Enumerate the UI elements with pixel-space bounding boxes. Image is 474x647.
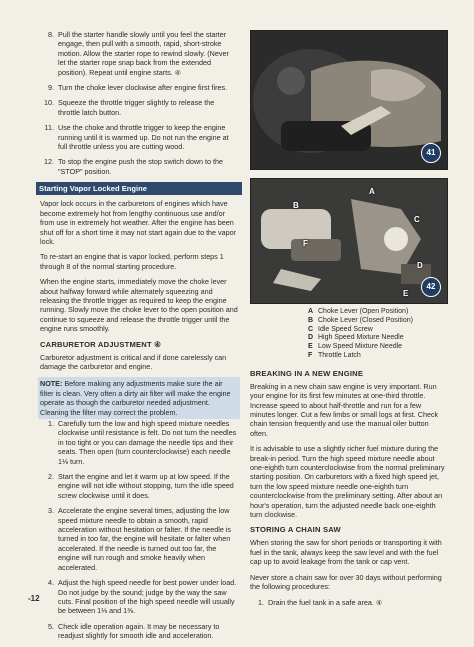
legend-key: F	[308, 351, 313, 359]
step-text: Use the choke and throttle trigger to keep the engine running until it is warmed up. Do not run the engine at full throttle unless you are cutting wood.	[58, 123, 229, 152]
fig2-letter-c: C	[414, 215, 420, 224]
figure-42-badge: 42	[421, 277, 441, 297]
legend-text: Choke Lever (Open Position)	[318, 308, 409, 315]
breaking-in-section	[250, 382, 446, 520]
breaking-in-paragraph: Breaking in a new chain saw engine is very important. Run your engine for its first few minutes at one-third throttle. Increase speed to about half-throttle and run for a few minutes longer. Cut a few limbs or small logs at first. Check chain tension frequently and use the manual oiler button often.	[250, 381, 439, 438]
legend-row	[308, 308, 446, 317]
fig2-letter-e: E	[403, 289, 409, 298]
carburetor-step	[40, 578, 238, 616]
carburetor-step	[40, 472, 238, 500]
step-text: Start the engine and let it warm up at low speed. If the engine will not idle without stopping, turn the idle speed screw clockwise until it does.	[58, 472, 234, 500]
left-column	[40, 30, 238, 647]
legend-text: Low Speed Mixture Needle	[318, 343, 403, 351]
storing-steps	[250, 598, 446, 607]
carburetor-heading: CARBURETOR ADJUSTMENT ④	[40, 339, 162, 349]
carburetor-step	[40, 622, 238, 641]
step-number: 2.	[48, 472, 54, 482]
step-text: Drain the fuel tank in a safe area. ④	[268, 597, 383, 607]
breaking-in-heading: BREAKING IN A NEW ENGINE	[250, 368, 364, 378]
starting-step	[40, 123, 238, 151]
step-number: 3.	[48, 506, 54, 516]
carburetor-step	[40, 506, 238, 572]
right-column	[250, 30, 446, 613]
step-number: 9.	[48, 83, 54, 93]
legend-row	[308, 343, 446, 352]
vapor-lock-paragraph: To re-start an engine that is vapor locked, perform steps 1 through 8 of the normal starting procedure.	[40, 252, 224, 271]
storing-heading: STORING A CHAIN SAW	[250, 525, 341, 535]
figure-41-badge: 41	[421, 143, 441, 163]
storing-section	[250, 538, 446, 591]
step-number: 10.	[44, 98, 54, 108]
figure-legend	[308, 308, 446, 361]
vapor-lock-paragraph: Vapor lock occurs in the carburetors of engines which have become extremely hot from lengthy continuous use and/or from use in extremely hot weather. After the engine has been shut off for a short time it may not start again due to the vapor lock.	[40, 199, 237, 246]
figure-42-photo	[250, 178, 448, 304]
storing-paragraph: When storing the saw for short periods or transporting it with fuel in the tank, always keep the saw level and with the fuel cap up to avoid leakage from the tank or cap vent.	[250, 538, 442, 567]
legend-key: C	[308, 325, 314, 333]
legend-key: E	[308, 343, 313, 351]
legend-row	[308, 326, 446, 335]
legend-key: D	[308, 334, 314, 342]
note-text: Before making any adjustments make sure the air filter is clean. Very often a dirty air filter will make the engine operate as though the carburetor needed adjustment. Cleaning the filter may correct the problem.	[40, 379, 231, 417]
step-number: 8.	[48, 30, 54, 39]
step-text: Carefully turn the low and high speed mixture needles clockwise until resistance is felt. Do not turn the needles in too tight or you can damage the needle tips and their seats. Then open (turn counterclockwise) each needle 1⅛ turn.	[58, 419, 237, 466]
step-text: Squeeze the throttle trigger slightly to release the throttle latch button.	[58, 98, 215, 117]
legend-row	[308, 352, 446, 361]
legend-key: A	[308, 308, 314, 315]
carburetor-note	[38, 377, 240, 419]
fig2-letter-f: F	[303, 239, 308, 248]
legend-key: B	[308, 316, 314, 324]
vapor-lock-heading: Starting Vapor Locked Engine	[36, 182, 242, 195]
step-number: 1.	[258, 597, 264, 607]
vapor-lock-section	[40, 199, 238, 333]
legend-row	[308, 317, 446, 326]
starting-step	[40, 83, 238, 92]
fig2-letter-a: A	[369, 187, 375, 196]
vapor-lock-paragraph: When the engine starts, immediately move the choke lever about halfway forward while alternately squeezing and releasing the throttle trigger as required to keep the engine running. Slowly move the choke lever to the open position and continue to squeeze and release the throttle trigger until the engine runs smoothly.	[40, 277, 238, 334]
step-text: Turn the choke lever clockwise after engine first fires.	[58, 83, 228, 93]
starting-steps	[40, 30, 238, 176]
chainsaw-hand-illustration	[251, 31, 447, 169]
legend-row	[308, 334, 446, 343]
carburetor-illustration	[251, 179, 447, 303]
legend-text: Choke Lever (Closed Position)	[318, 316, 413, 324]
step-number: 1.	[48, 419, 54, 428]
step-number: 4.	[48, 578, 54, 588]
step-text: Accelerate the engine several times, adjusting the low speed mixture needle to obtain a smooth, rapid acceleration without hesitation or falter. If the needle is turned in too far, the engine will hesitate or falter when accelerated. If the needle is turned out too far, the engine will run rough and smoke heavily when accelerated.	[58, 506, 232, 572]
storing-paragraph: Never store a chain saw for over 30 days without performing the following procedures:	[250, 572, 442, 592]
breaking-in-paragraph: It is advisable to use a slightly richer fuel mixture during the break-in period. Turn the high speed mixture needle about one-eighth turn counterclockwise from the normal preliminary starting position. On carburetors with a fixed high speed jet, turn the low speed mixture needle one-eighth turn counterclockwise from the preliminary setting. After about an hour's operation, turn the adjusted needle back one-eighth turn clockwise.	[250, 444, 445, 520]
fig2-letter-b: B	[293, 201, 299, 210]
step-text: Adjust the high speed needle for best power under load. Do not judge by the sound; judge by the way the saw cuts. Final position of the high speed needle will usually be between 1⅛ and 1⅜.	[58, 578, 237, 616]
carburetor-step	[40, 419, 238, 466]
legend-text: Throttle Latch	[318, 351, 361, 359]
note-label: NOTE:	[40, 379, 63, 389]
storing-step	[250, 598, 446, 607]
legend-text: Idle Speed Screw	[318, 325, 373, 333]
fig2-letter-d: D	[417, 261, 423, 270]
carburetor-intro: Carburetor adjustment is critical and if done carelessly can damage the carburetor and engine.	[40, 352, 227, 371]
figure-41-photo	[250, 30, 448, 170]
step-text: Pull the starter handle slowly until you feel the starter engage, then pull with a smooth, rapid, short-stroke motion. Allow the starter rope to rewind slowly. (Never let the starter rope snap back from the extended position). Repeat until engine starts. ④	[58, 30, 229, 77]
step-number: 11.	[44, 123, 54, 133]
step-text: Check idle operation again. It may be necessary to readjust slightly for smooth idle and acceleration.	[58, 621, 220, 641]
step-number: 5.	[48, 621, 54, 631]
legend-text: High Speed Mixture Needle	[318, 334, 404, 342]
starting-step	[40, 98, 238, 117]
page-number: -12	[28, 594, 40, 603]
starting-step	[40, 30, 238, 77]
starting-step	[40, 157, 238, 176]
step-text: To stop the engine push the stop switch down to the "STOP" position.	[58, 157, 224, 176]
step-number: 12.	[44, 157, 54, 167]
carburetor-steps	[40, 419, 238, 641]
